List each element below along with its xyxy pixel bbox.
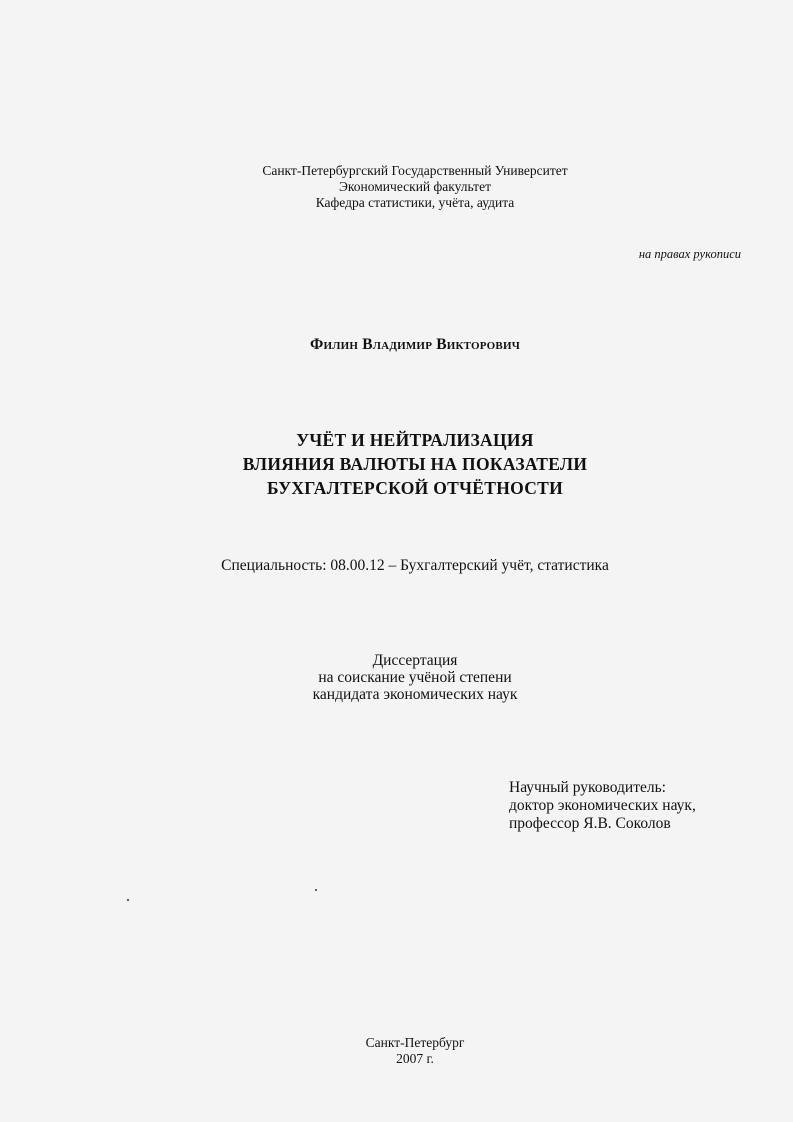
footer-year: 2007 г. <box>396 1051 434 1066</box>
dissertation-block <box>0 652 793 703</box>
dissertation-line-1: Диссертация <box>372 652 458 669</box>
author-name: Филин Владимир Викторович <box>310 336 520 353</box>
faculty-name: Экономический факультет <box>339 179 491 194</box>
supervisor-line-1: Научный руководитель: <box>509 779 666 796</box>
title-line-1: УЧЁТ И НЕЙТРАЛИЗАЦИЯ <box>296 430 534 450</box>
university-name: Санкт-Петербургский Государственный Университет <box>262 163 568 178</box>
supervisor-line-2: доктор экономических наук, <box>509 797 696 814</box>
footer-city: Санкт-Петербург <box>365 1035 465 1050</box>
title-line-3: БУХГАЛТЕРСКОЙ ОТЧЁТНОСТИ <box>266 478 564 498</box>
supervisor-line-3: профессор Я.В. Соколов <box>509 815 671 832</box>
dissertation-line-3: кандидата экономических наук <box>312 686 518 703</box>
specialty-line: Специальность: 08.00.12 – Бухгалтерский учёт, статистика <box>221 557 609 574</box>
manuscript-note: на правах рукописи <box>638 247 741 261</box>
scan-speck <box>127 899 129 901</box>
institution-block <box>0 163 793 211</box>
department-name: Кафедра статистики, учёта, аудита <box>315 195 515 210</box>
supervisor-block <box>509 779 696 833</box>
footer-block <box>0 1035 793 1067</box>
scan-speck <box>315 889 317 891</box>
title-line-2: ВЛИЯНИЯ ВАЛЮТЫ НА ПОКАЗАТЕЛИ <box>242 454 588 474</box>
thesis-title <box>0 428 793 500</box>
dissertation-line-2: на соискание учёной степени <box>318 669 512 686</box>
